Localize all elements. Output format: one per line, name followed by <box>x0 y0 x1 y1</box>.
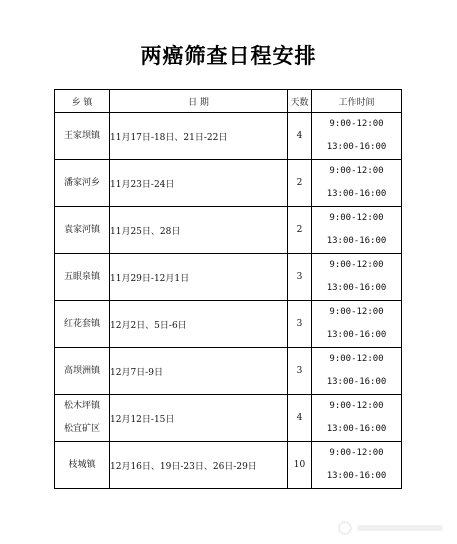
town-name: 枝城镇 <box>68 459 96 470</box>
afternoon-hours: 13:00-16:00 <box>326 283 387 293</box>
morning-hours: 9:00-12:00 <box>329 213 384 223</box>
town-cell <box>55 348 110 395</box>
town-name: 潘家河乡 <box>63 177 100 188</box>
town-cell <box>55 160 110 207</box>
date-cell: 12月12日-15日 <box>110 395 288 442</box>
morning-hours: 9:00-12:00 <box>329 119 384 129</box>
date-cell: 11月17日-18日、21日-22日 <box>110 113 288 160</box>
afternoon-hours: 13:00-16:00 <box>326 142 387 152</box>
days-cell: 4 <box>288 395 312 442</box>
table-row <box>55 348 402 395</box>
hours-cell <box>312 254 402 301</box>
morning-hours: 9:00-12:00 <box>329 307 384 317</box>
header-hours: 工作时间 <box>312 90 402 113</box>
morning-hours: 9:00-12:00 <box>329 166 384 176</box>
hours-cell <box>312 395 402 442</box>
date-cell: 11月29日-12月1日 <box>110 254 288 301</box>
afternoon-hours: 13:00-16:00 <box>326 236 387 246</box>
town-cell <box>55 254 110 301</box>
table-row <box>55 395 402 442</box>
date-cell: 12月2日、5日-6日 <box>110 301 288 348</box>
table-row <box>55 254 402 301</box>
table-row <box>55 160 402 207</box>
table-header-row <box>55 90 402 113</box>
days-cell: 2 <box>288 160 312 207</box>
hours-cell <box>312 160 402 207</box>
morning-hours: 9:00-12:00 <box>329 401 384 411</box>
watermark-logo <box>337 520 447 536</box>
header-town: 乡 镇 <box>55 90 110 113</box>
hours-cell <box>312 442 402 489</box>
table-row <box>55 113 402 160</box>
afternoon-hours: 13:00-16:00 <box>326 424 387 434</box>
morning-hours: 9:00-12:00 <box>329 260 384 270</box>
town-name: 松宜矿区 <box>63 424 100 434</box>
days-cell: 3 <box>288 254 312 301</box>
town-name: 袁家河镇 <box>63 224 100 235</box>
schedule-table <box>54 89 402 489</box>
afternoon-hours: 13:00-16:00 <box>326 471 387 481</box>
afternoon-hours: 13:00-16:00 <box>326 330 387 340</box>
hours-cell <box>312 113 402 160</box>
hours-cell <box>312 301 402 348</box>
header-days: 天数 <box>288 90 312 113</box>
town-cell <box>55 442 110 489</box>
date-cell: 12月7日-9日 <box>110 348 288 395</box>
town-name: 五眼泉镇 <box>63 271 100 282</box>
town-name: 高坝洲镇 <box>63 365 100 376</box>
date-cell: 12月16日、19日-23日、26日-29日 <box>110 442 288 489</box>
date-cell: 11月23日-24日 <box>110 160 288 207</box>
days-cell: 2 <box>288 207 312 254</box>
town-cell <box>55 207 110 254</box>
days-cell: 3 <box>288 348 312 395</box>
table-row <box>55 442 402 489</box>
town-cell <box>55 301 110 348</box>
document-title: 两癌筛查日程安排 <box>140 43 317 68</box>
hours-cell <box>312 207 402 254</box>
town-name: 红花套镇 <box>63 318 100 329</box>
hours-cell <box>312 348 402 395</box>
morning-hours: 9:00-12:00 <box>329 354 384 364</box>
morning-hours: 9:00-12:00 <box>329 448 384 458</box>
afternoon-hours: 13:00-16:00 <box>326 377 387 387</box>
town-name: 王家坝镇 <box>63 130 100 141</box>
days-cell: 10 <box>288 442 312 489</box>
table-row <box>55 207 402 254</box>
date-cell: 11月25日、28日 <box>110 207 288 254</box>
town-cell <box>55 395 110 442</box>
days-cell: 4 <box>288 113 312 160</box>
town-cell <box>55 113 110 160</box>
afternoon-hours: 13:00-16:00 <box>326 189 387 199</box>
town-name: 松木坪镇 <box>63 401 100 411</box>
header-date: 日 期 <box>110 90 288 113</box>
table-row <box>55 301 402 348</box>
days-cell: 3 <box>288 301 312 348</box>
